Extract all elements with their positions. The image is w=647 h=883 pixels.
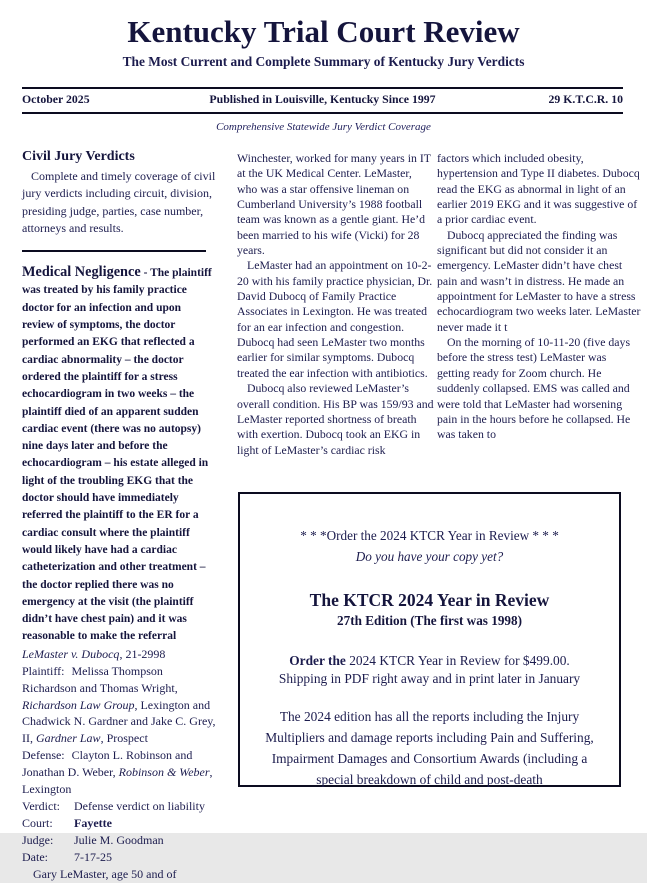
date-row [22,849,216,866]
coverage-body: Complete and timely coverage of civil jury verdicts including circuit, division, presiding judge, parties, case number, attorneys and results. [22,169,216,235]
tagline: Comprehensive Statewide Jury Verdict Coverage [216,121,431,133]
promo-box [238,492,621,787]
story-paragraph: Dubocq also reviewed LeMaster’s overall condition. His BP was 159/93 and LeMaster reported shortness of breath with exertion. Dubocq took an EKG in light of LeMaster’s cardiac risk [237,381,434,457]
defense-counsel [22,747,216,798]
plaintiff-counsel [22,663,216,748]
judge-row [22,832,216,849]
verdict-value: Defense verdict on liability [74,798,205,813]
plaintiff-firm-1: Richardson Law Group [22,697,135,712]
story-paragraph: Dubocq appreciated the finding was significant but did not consider it an emergency. LeMaster didn’t have chest pain and wasn’t in distress. He made an appointment for LeMaster to have a stress echocardiogram two weeks later. LeMaster never made it t [437,227,641,334]
plaintiff-text-3: , Prospect [100,731,148,746]
story-paragraph: LeMaster had an appointment on 10-2-20 with his family practice physician, Dr. David Dubocq of Family Practice Associates in Lexington. He was treated for an ear infection and congestion. Dubocq had seen LeMaster two months earlier for similar symptoms. Dubocq treated the ear infection with antibiotics. [237,258,433,380]
coverage-heading: Civil Jury Verdicts [22,149,135,164]
story-paragraph: factors which included obesity, hypertension and Type II diabetes. Dubocq read the EKG as abnormal in light of an earlier 2019 EKG and it was suggestive of a prior cardiac event. [437,151,640,227]
date-value: 7-17-25 [74,849,112,864]
masthead-published: Published in Louisville, Kentucky Since 1997 [209,92,436,106]
masthead-rule-bottom [22,112,623,114]
story-paragraph: Winchester, worked for many years in IT at the UK Medical Center. LeMaster, who was a star offensive lineman on Cumberland University’s 1988 football team was known as a gentle giant. He’d been married to his wife (Vicki) for 28 years. [237,151,431,258]
promo-order-bold: Order the [289,653,346,668]
date-label: Date: [22,849,48,864]
case-opening-line: Gary LeMaster, age 50 and of [33,866,177,881]
case-summary [22,264,216,646]
promo-edition: 27th Edition (The first was 1998) [337,613,522,628]
column-middle [237,151,434,458]
verdict-label: Verdict: [22,798,60,813]
promo-title: The KTCR 2024 Year in Review [309,590,550,610]
column-left [22,149,216,881]
section-divider [22,250,206,252]
judge-value: Julie M. Goodman [74,832,164,847]
plaintiff-text-2: , Lexington and Chadwick N. Gardner and Jake C. Grey, II, [22,697,216,746]
court-value: Fayette [74,815,112,830]
promo-order-rest: 2024 KTCR Year in Review for $499.00. [345,653,570,668]
case-citation-name: LeMaster v. Dubocq [22,646,120,661]
case-citation [22,646,216,663]
court-row [22,815,216,832]
plaintiff-text: Melissa Thompson Richardson and Thomas Wright, [22,663,178,695]
plaintiff-label: Plaintiff: [22,663,65,678]
court-label: Court: [22,815,53,830]
promo-description: The 2024 edition has all the reports including the Injury Multipliers and damage reports including Pain and Suffering, Impairment Damages and Consortium Awards (including a special breakdown of child and post-death [265,709,594,787]
column-right [437,151,641,443]
judge-label: Judge: [22,832,54,847]
case-summary-text: The plaintiff was treated by his family practice doctor for an infection and upon review of symptoms, the doctor performed an EKG that reflected a cardiac abnormality – the doctor ordered the plaintiff for a stress echocardiogram in two weeks – the plaintiff died of an apparent sudden cardiac event (there was no autopsy) nine days later and before the echocardiogram – his estate alleged in light of the troubling EKG that the doctor should have immediately referred the plaintiff to the ER for a cardiac consult where the plaintiff would likely have had a cardiac catheterization and other treatment – the doctor replied there was no emergency at the visit (the plaintiff didn’t have chest pain) and it was reasonable to make the referral [22,267,212,643]
plaintiff-firm-2: Gardner Law [36,731,101,746]
defense-text: Clayton L. Robinson and Jonathan D. Weber, [22,748,193,780]
verdict-row [22,798,216,815]
case-citation-number: , 21-2998 [119,646,166,661]
defense-firm: Robinson & Weber [118,765,210,780]
promo-shipping-line: Shipping in PDF right away and in print later in January [278,671,581,686]
promo-order-line [252,653,607,669]
defense-text-2: , Lexington [22,765,213,797]
newsletter-subtitle: The Most Current and Complete Summary of Kentucky Jury Verdicts [122,54,525,69]
promo-question: Do you have your copy yet? [355,549,504,564]
masthead-citation: 29 K.T.C.R. 10 [548,92,623,106]
promo-banner: * * *Order the 2024 KTCR Year in Review * * * [300,528,559,543]
newsletter-title: Kentucky Trial Court Review [127,14,520,49]
case-heading: Medical Negligence [22,264,141,281]
masthead [22,92,623,110]
masthead-date: October 2025 [22,92,90,106]
defense-label: Defense: [22,748,65,763]
case-heading-separator: - [140,267,151,280]
story-paragraph: On the morning of 10-11-20 (five days before the stress test) LeMaster was getting ready for Zoom church. He suddenly collapsed. EMS was called and were told that LeMaster had worsening pain in the hours before he collapsed. He was taken to [437,335,631,442]
masthead-rule-top [22,87,623,89]
